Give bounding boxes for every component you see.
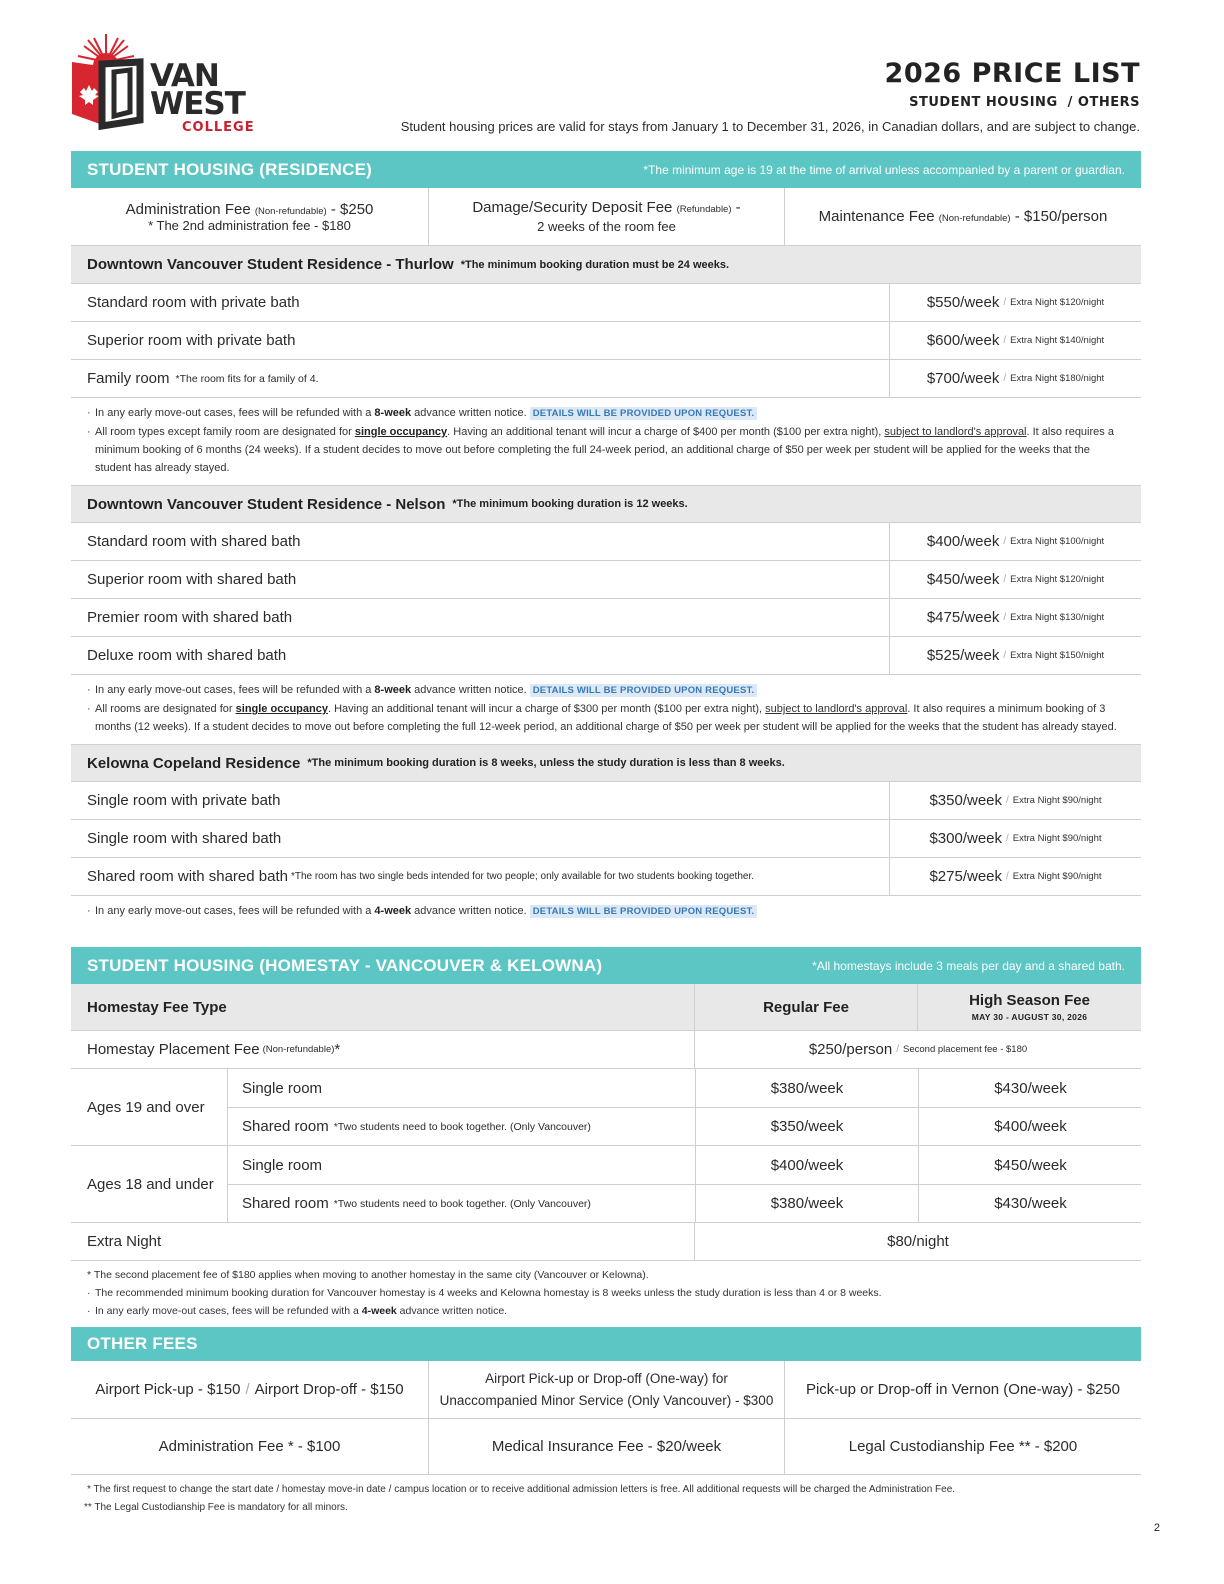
extra-night-row: Extra Night $80/night: [71, 1223, 1141, 1261]
airport-transfer-cell: Airport Pick-up - $150 / Airport Drop-off - $150: [95, 1380, 404, 1398]
page-number: 2: [1153, 1522, 1160, 1534]
residence-age-note: *The minimum age is 19 at the time of arrival unless accompanied by a parent or guardian.: [643, 162, 1125, 177]
kelowna-section-header: Kelowna Copeland Residence *The minimum booking duration is 8 weeks, unless the study duration is less than 8 weeks.: [71, 744, 1141, 782]
sunrise-book-maple-leaf-icon: [70, 32, 150, 132]
homestay-notes: * The second placement fee of $180 applies when moving to another homestay in the same city (Vancouver or Kelowna). · The recommended minimum booking duration for Vancouver homestay is 4 weeks and Kelowna homestay is 8 weeks unless the study duration is less than 4 or 8 weeks. · In any early move-out cases, fees will be refunded with a 4-week advance written notice.: [87, 1269, 882, 1317]
logo-college: COLLEGE: [182, 120, 255, 135]
homestay-row: Shared room *Two students need to book together. (Only Vancouver) $350/week $400/week: [228, 1107, 1141, 1145]
maintenance-fee-cell: Maintenance Fee (Non-refundable) - $150/person: [784, 188, 1141, 245]
room-row: Superior room with private bath $600/week / Extra Night $140/night: [71, 322, 1141, 360]
room-row: Premier room with shared bath $475/week / Extra Night $130/night: [71, 599, 1141, 637]
details-on-request-badge: DETAILS WILL BE PROVIDED UPON REQUEST.: [530, 407, 758, 420]
placement-fee-row: Homestay Placement Fee (Non-refundable) * $250/person / Second placement fee - $180: [71, 1031, 1141, 1069]
other-fees-title: OTHER FEES: [87, 1334, 198, 1353]
homestay-section: [71, 947, 1141, 1328]
room-row: Standard room with shared bath $400/week / Extra Night $100/night: [71, 523, 1141, 561]
homestay-row: Single room $400/week $450/week: [228, 1146, 1141, 1184]
kelowna-notes: · In any early move-out cases, fees will be refunded with a 4-week advance written notice. DETAILS WILL BE PROVIDED UPON REQUEST.: [71, 896, 1141, 927]
other-fees-section: [71, 1327, 1141, 1517]
age-group-18-under: Ages 18 and under Single room $400/week $450/week Shared room *Two students need to book together. (Only Vancouver) $380/week $430/week: [71, 1146, 1141, 1223]
homestay-table-header: Homestay Fee Type Regular Fee High Season Fee MAY 30 - AUGUST 30, 2026: [71, 984, 1141, 1031]
other-fees-header: [71, 1327, 1141, 1361]
room-row: Family room *The room fits for a family of 4. $700/week / Extra Night $180/night: [71, 360, 1141, 398]
room-row: Superior room with shared bath $450/week / Extra Night $120/night: [71, 561, 1141, 599]
residence-section: [71, 151, 1141, 927]
validity-statement: Student housing prices are valid for stays from January 1 to December 31, 2026, in Canadian dollars, and are subject to change.: [400, 119, 1140, 134]
room-row: Single room with private bath $350/week / Extra Night $90/night: [71, 782, 1141, 820]
room-row: Standard room with private bath $550/week / Extra Night $120/night: [71, 284, 1141, 322]
other-fees-footnotes: * The first request to change the start date / homestay move-in date / campus location or to receive additional admission letters is free. All additional requests will be charged the Administration Fee. ** The Legal Custodianship Fee is mandatory for all minors.: [84, 1484, 956, 1513]
nelson-notes: · In any early move-out cases, fees will be refunded with a 8-week advance written notice. DETAILS WILL BE PROVIDED UPON REQUEST. · All rooms are designated for single occupancy. Having an additional tenant will incur a charge of $300 per month ($100 per extra night), subject to landlord's approval. It also requires a minimum booking of 3 months (12 weeks). If a student decides to move out before completing the full 12-week period, an additional charge of $50 per week per student will be applied for the weeks that the student has already stayed.: [87, 684, 1117, 733]
logo-van: VAN: [150, 58, 219, 94]
admin-fee-cell: Administration Fee * - $100: [158, 1437, 341, 1455]
residence-title: STUDENT HOUSING (RESIDENCE): [87, 159, 372, 179]
homestay-row: Shared room *Two students need to book together. (Only Vancouver) $380/week $430/week: [228, 1184, 1141, 1222]
age-group-19-over: Ages 19 and over Single room $380/week $430/week Shared room *Two students need to book together. (Only Vancouver) $350/week $400/week: [71, 1069, 1141, 1146]
unaccompanied-minor-cell: Airport Pick-up or Drop-off (One-way) for Unaccompanied Minor Service (Only Vancouver) - $300: [428, 1361, 784, 1418]
other-fees-row-1: [71, 1361, 1141, 1419]
high-season-dates: MAY 30 - AUGUST 30, 2026: [971, 1012, 1088, 1022]
room-row: Deluxe room with shared bath $525/week / Extra Night $150/night: [71, 637, 1141, 675]
vernon-transfer-cell: Pick-up or Drop-off in Vernon (One-way) - $250: [784, 1361, 1141, 1418]
medical-insurance-cell: Medical Insurance Fee - $20/week: [428, 1419, 784, 1474]
residence-fees-row: [71, 188, 1141, 246]
custodianship-cell: Legal Custodianship Fee ** - $200: [784, 1419, 1141, 1474]
deposit-fee-cell: Damage/Security Deposit Fee (Refundable) - 2 weeks of the room fee: [428, 188, 784, 245]
residence-header: [71, 151, 1141, 188]
other-fees-row-2: [71, 1419, 1141, 1475]
van-west-college-logo: [70, 32, 260, 138]
homestay-row: Single room $380/week $430/week: [228, 1069, 1141, 1107]
homestay-meals-note: *All homestays include 3 meals per day and a shared bath.: [812, 958, 1125, 973]
page-subtitle: STUDENT HOUSING / OTHERS: [909, 95, 1140, 110]
page-title: 2026 PRICE LIST: [884, 58, 1140, 89]
logo-west: WEST: [150, 86, 245, 122]
homestay-header: [71, 947, 1141, 984]
room-row: Shared room with shared bath *The room has two single beds intended for two people; only available for two students booking together. $275/week / Extra Night $90/night: [71, 858, 1141, 896]
details-on-request-badge: DETAILS WILL BE PROVIDED UPON REQUEST.: [530, 905, 758, 918]
room-row: Single room with shared bath $300/week / Extra Night $90/night: [71, 820, 1141, 858]
homestay-title: STUDENT HOUSING (HOMESTAY - VANCOUVER & KELOWNA): [87, 955, 603, 975]
thurlow-section-header: Downtown Vancouver Student Residence - Thurlow *The minimum booking duration must be 24 weeks.: [71, 246, 1141, 284]
administration-fee-cell: Administration Fee (Non-refundable) - $250 * The 2nd administration fee - $180: [125, 200, 374, 233]
details-on-request-badge: DETAILS WILL BE PROVIDED UPON REQUEST.: [530, 684, 758, 697]
nelson-section-header: Downtown Vancouver Student Residence - Nelson *The minimum booking duration is 12 weeks.: [71, 485, 1141, 523]
thurlow-notes: · In any early move-out cases, fees will be refunded with a 8-week advance written notice. DETAILS WILL BE PROVIDED UPON REQUEST. · All room types except family room are designated for single occupancy. Having an additional tenant will incur a charge of $400 per month ($100 per extra night), subject to landlord's approval. It also requires a minimum booking of 6 months (24 weeks). If a student decides to move out before completing the full 24-week period, an additional charge of $50 per week per student will be applied for the weeks that the student has already stayed.: [87, 407, 1114, 474]
second-admin-fee: * The 2nd administration fee - $180: [148, 217, 351, 233]
